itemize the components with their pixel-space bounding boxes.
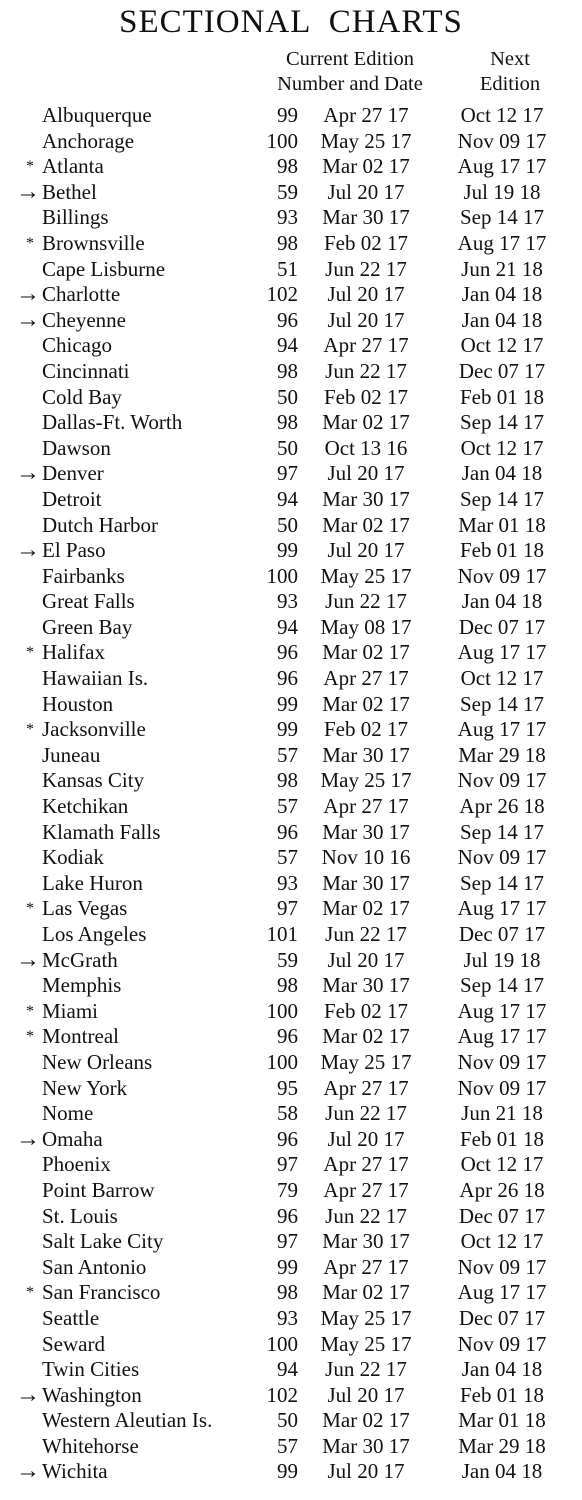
current-edition-date: Jun 22 17 <box>325 1101 407 1126</box>
next-edition-date: Jan 04 18 <box>461 282 543 307</box>
city-name: Twin Cities <box>42 1357 140 1382</box>
edition-number: 100 <box>266 563 298 588</box>
city-name: Cheyenne <box>42 307 126 332</box>
current-edition-date: Mar 30 17 <box>322 1433 410 1458</box>
edition-number: 79 <box>277 1177 298 1202</box>
table-row <box>0 896 582 922</box>
next-edition-date: Nov 09 17 <box>457 563 547 588</box>
current-edition-date: Mar 30 17 <box>322 486 410 511</box>
current-edition-date: Mar 30 17 <box>322 870 410 895</box>
edition-number: 93 <box>277 589 298 614</box>
table-row <box>0 1306 582 1332</box>
next-edition-date: Sep 14 17 <box>460 205 544 230</box>
current-edition-date: Jul 20 17 <box>327 1459 405 1484</box>
next-edition-date: Mar 29 18 <box>458 742 546 767</box>
city-name: Salt Lake City <box>42 1229 164 1254</box>
edition-number: 98 <box>277 230 298 255</box>
city-name: Albuquerque <box>42 103 152 127</box>
city-name: Anchorage <box>42 128 135 153</box>
table-row <box>0 231 582 257</box>
next-edition-date: Jul 19 18 <box>463 947 541 972</box>
city-name: Detroit <box>42 486 102 511</box>
next-edition-date: Nov 09 17 <box>457 1254 547 1279</box>
city-name: Phoenix <box>42 1152 111 1177</box>
edition-number: 102 <box>266 282 298 307</box>
next-edition-date: Aug 17 17 <box>457 998 547 1023</box>
edition-number: 93 <box>277 205 298 230</box>
current-edition-date: Apr 27 17 <box>323 1177 409 1202</box>
city-name: Cold Bay <box>42 384 122 409</box>
table-row <box>0 513 582 539</box>
city-name: Point Barrow <box>42 1177 155 1202</box>
city-name: Ketchikan <box>42 794 129 819</box>
current-edition-date: May 25 17 <box>320 768 412 793</box>
next-edition-date: Jul 19 18 <box>463 179 541 204</box>
header-next-edition <box>460 47 560 97</box>
table-row <box>0 743 582 769</box>
next-edition-date: Sep 14 17 <box>460 410 544 435</box>
next-edition-date: Aug 17 17 <box>457 896 547 921</box>
page-title: SECTIONAL CHARTS <box>119 4 463 40</box>
table-row <box>0 180 582 206</box>
current-edition-date: Nov 10 16 <box>321 845 411 870</box>
edition-number: 98 <box>277 410 298 435</box>
city-name: Washington <box>42 1382 142 1407</box>
table-row <box>0 692 582 718</box>
current-edition-date: May 25 17 <box>320 128 412 153</box>
table-row <box>0 973 582 999</box>
current-edition-date: May 25 17 <box>320 563 412 588</box>
city-name: Denver <box>42 461 104 486</box>
next-edition-date: Oct 12 17 <box>460 666 544 691</box>
next-edition-date: Aug 17 17 <box>457 1024 547 1049</box>
edition-number: 99 <box>277 691 298 716</box>
current-edition-date: Jun 22 17 <box>325 358 407 383</box>
city-name: Whitehorse <box>42 1433 139 1458</box>
current-edition-date: Mar 02 17 <box>322 896 410 921</box>
edition-number: 96 <box>277 819 298 844</box>
current-edition-date: Mar 02 17 <box>322 512 410 537</box>
current-edition-date: Mar 02 17 <box>322 154 410 179</box>
arrow-right-icon: → <box>16 537 40 564</box>
edition-number: 96 <box>277 1126 298 1151</box>
table-row <box>0 1076 582 1102</box>
table-row <box>0 257 582 283</box>
next-edition-date: Feb 01 18 <box>460 538 544 563</box>
edition-number: 51 <box>277 256 298 281</box>
city-name: Kodiak <box>42 845 104 870</box>
next-edition-date: Feb 01 18 <box>460 1126 544 1151</box>
table-row <box>0 794 582 820</box>
current-edition-date: Mar 30 17 <box>322 742 410 767</box>
next-edition-date: Oct 12 17 <box>460 333 544 358</box>
table-row <box>0 922 582 948</box>
arrow-right-icon: → <box>16 1458 40 1485</box>
city-name: Halifax <box>42 640 105 665</box>
city-name: Nome <box>42 1101 94 1126</box>
next-edition-date: Nov 09 17 <box>457 768 547 793</box>
current-edition-date: Mar 02 17 <box>322 640 410 665</box>
city-name: San Francisco <box>42 1280 161 1305</box>
table-row <box>0 410 582 436</box>
table-row <box>0 1024 582 1050</box>
next-edition-date: Jan 04 18 <box>461 307 543 332</box>
city-name: Charlotte <box>42 282 121 307</box>
next-edition-date: Jun 21 18 <box>461 1101 543 1126</box>
next-edition-date: Aug 17 17 <box>457 640 547 665</box>
city-name: Cincinnati <box>42 358 130 383</box>
next-edition-date: Oct 12 17 <box>460 103 544 127</box>
next-edition-date: Sep 14 17 <box>460 870 544 895</box>
current-edition-date: Jul 20 17 <box>327 282 405 307</box>
current-edition-date: Apr 27 17 <box>323 1254 409 1279</box>
table-row <box>0 1127 582 1153</box>
current-edition-date: Jun 22 17 <box>325 922 407 946</box>
table-row <box>0 820 582 846</box>
edition-number: 57 <box>277 845 298 870</box>
asterisk-icon: * <box>26 158 34 176</box>
arrow-right-icon: → <box>16 306 40 333</box>
next-edition-date: Jun 21 18 <box>461 256 543 281</box>
city-name: Bethel <box>42 179 97 204</box>
edition-number: 94 <box>277 486 298 511</box>
next-edition-date: Mar 29 18 <box>458 1433 546 1458</box>
city-name: Kansas City <box>42 768 145 793</box>
edition-number: 97 <box>277 461 298 486</box>
next-edition-date: Nov 09 17 <box>457 1331 547 1356</box>
current-edition-date: Jul 20 17 <box>327 307 405 332</box>
city-name: Dallas-Ft. Worth <box>42 410 183 435</box>
current-edition-date: Feb 02 17 <box>324 230 408 255</box>
table-row <box>0 1383 582 1409</box>
edition-number: 94 <box>277 614 298 639</box>
next-edition-date: Oct 12 17 <box>460 435 544 460</box>
next-edition-date: Oct 12 17 <box>460 1152 544 1177</box>
table-row <box>0 436 582 462</box>
current-edition-date: Mar 30 17 <box>322 819 410 844</box>
edition-number: 96 <box>277 640 298 665</box>
table-row <box>0 640 582 666</box>
edition-number: 98 <box>277 1280 298 1305</box>
edition-number: 96 <box>277 1203 298 1228</box>
next-edition-date: Nov 09 17 <box>457 845 547 870</box>
next-edition-date: Aug 17 17 <box>457 717 547 742</box>
table-row <box>0 1408 582 1434</box>
current-edition-date: Mar 02 17 <box>322 1408 410 1433</box>
next-edition-date: Dec 07 17 <box>458 922 546 946</box>
table-row <box>0 768 582 794</box>
current-edition-date: Mar 02 17 <box>322 691 410 716</box>
table-row <box>0 615 582 641</box>
edition-number: 50 <box>277 435 298 460</box>
next-edition-date: Sep 14 17 <box>460 691 544 716</box>
current-edition-date: Mar 30 17 <box>322 1229 410 1254</box>
current-edition-date: Apr 27 17 <box>323 333 409 358</box>
city-name: Dawson <box>42 435 111 460</box>
city-name: Houston <box>42 691 114 716</box>
table-row <box>0 538 582 564</box>
current-edition-date: Jun 22 17 <box>325 1203 407 1228</box>
edition-number: 98 <box>277 358 298 383</box>
next-edition-date: Sep 14 17 <box>460 973 544 998</box>
next-edition-date: Apr 26 18 <box>459 794 545 819</box>
table-row <box>0 1332 582 1358</box>
city-name: Klamath Falls <box>42 819 161 844</box>
edition-number: 96 <box>277 1024 298 1049</box>
edition-number: 50 <box>277 512 298 537</box>
asterisk-icon: * <box>26 1284 34 1302</box>
table-row <box>0 1152 582 1178</box>
next-edition-date: Feb 01 18 <box>460 384 544 409</box>
table-row <box>0 589 582 615</box>
next-edition-date: Dec 07 17 <box>458 1305 546 1330</box>
table-row <box>0 1204 582 1230</box>
table-row <box>0 1434 582 1460</box>
header-current-line-2: Number and Date <box>277 73 423 95</box>
edition-number: 95 <box>277 1075 298 1100</box>
edition-number: 94 <box>277 333 298 358</box>
table-row <box>0 308 582 334</box>
edition-number: 100 <box>266 128 298 153</box>
edition-number: 57 <box>277 1433 298 1458</box>
next-edition-date: Jan 04 18 <box>461 461 543 486</box>
city-name: Atlanta <box>42 154 104 179</box>
edition-number: 100 <box>266 1331 298 1356</box>
city-name: McGrath <box>42 947 118 972</box>
next-edition-date: Sep 14 17 <box>460 819 544 844</box>
current-edition-date: Jun 22 17 <box>325 256 407 281</box>
table-row <box>0 129 582 155</box>
city-name: Billings <box>42 205 109 230</box>
table-row <box>0 845 582 871</box>
edition-number: 99 <box>277 103 298 127</box>
city-name: Fairbanks <box>42 563 125 588</box>
table-row <box>0 1280 582 1306</box>
header-next-line-1: Next <box>490 48 530 70</box>
table-row <box>0 461 582 487</box>
city-name: Cape Lisburne <box>42 256 166 281</box>
current-edition-date: May 25 17 <box>320 1305 412 1330</box>
table-row <box>0 1255 582 1281</box>
edition-number: 100 <box>266 998 298 1023</box>
current-edition-date: Feb 02 17 <box>324 384 408 409</box>
arrow-right-icon: → <box>16 1125 40 1152</box>
current-edition-date: Apr 27 17 <box>323 103 409 127</box>
current-edition-date: Apr 27 17 <box>323 1075 409 1100</box>
edition-number: 97 <box>277 896 298 921</box>
table-row <box>0 385 582 411</box>
edition-number: 96 <box>277 307 298 332</box>
city-name: Las Vegas <box>42 896 128 921</box>
next-edition-date: Oct 12 17 <box>460 1229 544 1254</box>
asterisk-icon: * <box>26 1028 34 1046</box>
current-edition-date: Jul 20 17 <box>327 947 405 972</box>
city-name: Western Aleutian Is. <box>42 1408 213 1433</box>
table-row <box>0 487 582 513</box>
current-edition-date: Mar 02 17 <box>322 1024 410 1049</box>
edition-number: 58 <box>277 1101 298 1126</box>
current-edition-date: Mar 02 17 <box>322 410 410 435</box>
city-name: Green Bay <box>42 614 133 639</box>
city-name: Omaha <box>42 1126 103 1151</box>
city-name: New York <box>42 1075 128 1100</box>
next-edition-date: Aug 17 17 <box>457 154 547 179</box>
city-name: Dutch Harbor <box>42 512 159 537</box>
edition-number: 57 <box>277 742 298 767</box>
header-current-edition <box>256 47 444 97</box>
city-name: Brownsville <box>42 230 145 255</box>
arrow-right-icon: → <box>16 178 40 205</box>
table-row <box>0 103 582 129</box>
edition-number: 98 <box>277 973 298 998</box>
edition-number: 57 <box>277 794 298 819</box>
table-row <box>0 948 582 974</box>
next-edition-date: Nov 09 17 <box>457 128 547 153</box>
next-edition-date: Nov 09 17 <box>457 1075 547 1100</box>
edition-number: 99 <box>277 538 298 563</box>
current-edition-date: Mar 30 17 <box>322 973 410 998</box>
next-edition-date: Mar 01 18 <box>458 1408 546 1433</box>
next-edition-date: Dec 07 17 <box>458 1203 546 1228</box>
next-edition-date: Aug 17 17 <box>457 230 547 255</box>
next-edition-date: Nov 09 17 <box>457 1049 547 1074</box>
table-row <box>0 1050 582 1076</box>
current-edition-date: Jul 20 17 <box>327 1126 405 1151</box>
table-row <box>0 205 582 231</box>
city-name: Jacksonville <box>42 717 146 742</box>
table-row <box>0 717 582 743</box>
current-edition-date: Jul 20 17 <box>327 1382 405 1407</box>
city-name: Seward <box>42 1331 105 1356</box>
edition-number: 99 <box>277 1254 298 1279</box>
chart-edition-table <box>0 103 582 1485</box>
city-name: Juneau <box>42 742 101 767</box>
edition-number: 97 <box>277 1229 298 1254</box>
table-row <box>0 666 582 692</box>
current-edition-date: May 08 17 <box>320 614 412 639</box>
city-name: St. Louis <box>42 1203 118 1228</box>
table-row <box>0 333 582 359</box>
current-edition-date: Mar 02 17 <box>322 1280 410 1305</box>
table-row <box>0 1229 582 1255</box>
edition-number: 59 <box>277 947 298 972</box>
next-edition-date: Apr 26 18 <box>459 1177 545 1202</box>
arrow-right-icon: → <box>16 281 40 308</box>
table-row <box>0 1357 582 1383</box>
table-row <box>0 1101 582 1127</box>
current-edition-date: May 25 17 <box>320 1049 412 1074</box>
next-edition-date: Mar 01 18 <box>458 512 546 537</box>
current-edition-date: Apr 27 17 <box>323 794 409 819</box>
city-name: Wichita <box>42 1459 108 1484</box>
current-edition-date: Jul 20 17 <box>327 538 405 563</box>
city-name: Miami <box>42 998 98 1023</box>
edition-number: 94 <box>277 1357 298 1382</box>
city-name: San Antonio <box>42 1254 147 1279</box>
current-edition-date: Apr 27 17 <box>323 666 409 691</box>
edition-number: 93 <box>277 870 298 895</box>
asterisk-icon: * <box>26 234 34 252</box>
current-edition-date: Oct 13 16 <box>324 435 408 460</box>
edition-number: 59 <box>277 179 298 204</box>
table-row <box>0 359 582 385</box>
arrow-right-icon: → <box>16 460 40 487</box>
table-row <box>0 1459 582 1485</box>
table-row <box>0 282 582 308</box>
table-row <box>0 154 582 180</box>
table-row <box>0 1178 582 1204</box>
current-edition-date: Jul 20 17 <box>327 461 405 486</box>
current-edition-date: Apr 27 17 <box>323 1152 409 1177</box>
edition-number: 100 <box>266 1049 298 1074</box>
asterisk-icon: * <box>26 1002 34 1020</box>
next-edition-date: Sep 14 17 <box>460 486 544 511</box>
edition-number: 98 <box>277 768 298 793</box>
edition-number: 50 <box>277 384 298 409</box>
current-edition-date: Jun 22 17 <box>325 589 407 614</box>
current-edition-date: Mar 30 17 <box>322 205 410 230</box>
edition-number: 101 <box>266 922 298 946</box>
asterisk-icon: * <box>26 644 34 662</box>
city-name: New Orleans <box>42 1049 153 1074</box>
table-row <box>0 564 582 590</box>
arrow-right-icon: → <box>16 1381 40 1408</box>
next-edition-date: Dec 07 17 <box>458 358 546 383</box>
next-edition-date: Dec 07 17 <box>458 614 546 639</box>
next-edition-date: Aug 17 17 <box>457 1280 547 1305</box>
edition-number: 50 <box>277 1408 298 1433</box>
edition-number: 102 <box>266 1382 298 1407</box>
arrow-right-icon: → <box>16 946 40 973</box>
next-edition-date: Jan 04 18 <box>461 1459 543 1484</box>
table-row <box>0 999 582 1025</box>
current-edition-date: Feb 02 17 <box>324 998 408 1023</box>
next-edition-date: Jan 04 18 <box>461 1357 543 1382</box>
current-edition-date: Jun 22 17 <box>325 1357 407 1382</box>
city-name: Lake Huron <box>42 870 143 895</box>
city-name: Chicago <box>42 333 112 358</box>
header-next-line-2: Edition <box>479 73 541 95</box>
city-name: Hawaiian Is. <box>42 666 149 691</box>
city-name: Seattle <box>42 1305 100 1330</box>
current-edition-date: Jul 20 17 <box>327 179 405 204</box>
table-row <box>0 871 582 897</box>
city-name: Los Angeles <box>42 922 147 946</box>
asterisk-icon: * <box>26 900 34 918</box>
city-name: Great Falls <box>42 589 135 614</box>
edition-number: 97 <box>277 1152 298 1177</box>
next-edition-date: Feb 01 18 <box>460 1382 544 1407</box>
edition-number: 98 <box>277 154 298 179</box>
city-name: Memphis <box>42 973 122 998</box>
current-edition-date: May 25 17 <box>320 1331 412 1356</box>
city-name: El Paso <box>42 538 106 563</box>
header-current-line-1: Current Edition <box>285 48 415 70</box>
next-edition-date: Jan 04 18 <box>461 589 543 614</box>
edition-number: 93 <box>277 1305 298 1330</box>
asterisk-icon: * <box>26 721 34 739</box>
edition-number: 99 <box>277 717 298 742</box>
edition-number: 96 <box>277 666 298 691</box>
current-edition-date: Feb 02 17 <box>324 717 408 742</box>
city-name: Montreal <box>42 1024 119 1049</box>
edition-number: 99 <box>277 1459 298 1484</box>
